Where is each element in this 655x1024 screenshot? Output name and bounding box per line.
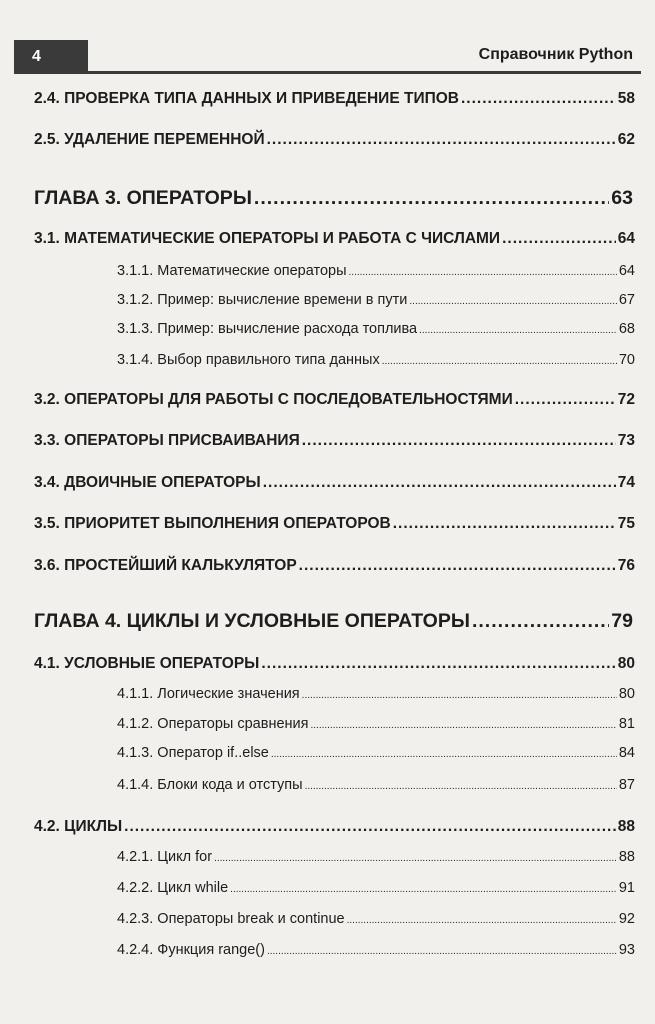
toc-entry-page: 91 <box>618 880 635 896</box>
toc-entry-section <box>34 515 635 533</box>
toc-entry-label: 4.1.4. Блоки кода и отступы <box>117 777 303 793</box>
toc-entry-chapter <box>34 610 633 633</box>
leader-dots <box>310 720 616 731</box>
leader-dots <box>302 690 617 701</box>
toc-entry-label: 4.1. УСЛОВНЫЕ ОПЕРАТОРЫ <box>34 655 260 672</box>
leader-dots <box>305 781 617 792</box>
leader-dots <box>267 131 616 149</box>
toc-entry-page: 93 <box>618 942 635 958</box>
toc-entry-label: 2.4. ПРОВЕРКА ТИПА ДАННЫХ И ПРИВЕДЕНИЕ ТИПОВ <box>34 90 459 107</box>
leader-dots <box>261 655 615 673</box>
leader-dots <box>214 853 617 864</box>
toc-entry-label: 4.2.1. Цикл for <box>117 849 213 865</box>
toc-entry-page: 88 <box>617 818 635 835</box>
leader-dots <box>393 515 616 533</box>
toc-entry-section <box>34 818 635 836</box>
leader-dots <box>124 818 616 836</box>
page-number: 4 <box>14 40 88 74</box>
toc-entry-label: 4.1.2. Операторы сравнения <box>117 716 309 732</box>
toc-entry-page: 64 <box>617 230 635 247</box>
toc-entry-subsection <box>117 777 635 793</box>
toc-entry-label: 4.2.3. Операторы break и continue <box>117 911 345 927</box>
leader-dots <box>472 610 609 633</box>
leader-dots <box>419 325 617 336</box>
leader-dots <box>349 267 617 278</box>
toc-entry-section <box>34 391 635 409</box>
toc-entry-label: 4.2.4. Функция range() <box>117 942 265 958</box>
toc-entry-label: 3.1.4. Выбор правильного типа данных <box>117 352 380 368</box>
toc-entry-label: 3.1.3. Пример: вычисление расхода топлива <box>117 321 418 337</box>
toc-entry-label: 3.2. ОПЕРАТОРЫ ДЛЯ РАБОТЫ С ПОСЛЕДОВАТЕЛЬНОСТЯМИ <box>34 391 513 408</box>
toc-entry-subsection <box>117 321 635 337</box>
toc-entry-label: 3.1. МАТЕМАТИЧЕСКИЕ ОПЕРАТОРЫ И РАБОТА С ЧИСЛАМИ <box>34 230 501 247</box>
leader-dots <box>271 749 617 760</box>
toc-entry-page: 67 <box>618 292 635 308</box>
toc-entry-page: 63 <box>611 187 633 209</box>
toc-entry-subsection <box>117 716 635 732</box>
toc-entry-subsection <box>117 942 635 958</box>
leader-dots <box>267 946 617 957</box>
leader-dots <box>302 432 616 450</box>
toc-entry-label: 4.1.3. Оператор if..else <box>117 745 269 761</box>
book-title: Справочник Python <box>478 46 633 63</box>
toc-entry-subsection <box>117 880 635 896</box>
toc-entry-page: 70 <box>618 352 635 368</box>
toc-entry-page: 88 <box>618 849 635 865</box>
toc-entry-section <box>34 131 635 149</box>
toc-entry-subsection <box>117 263 635 279</box>
leader-dots <box>515 391 616 409</box>
leader-dots <box>254 187 609 210</box>
toc-entry-subsection <box>117 911 635 927</box>
toc-entry-page: 80 <box>618 686 635 702</box>
toc-entry-label: 4.2. ЦИКЛЫ <box>34 818 123 835</box>
toc-entry-section <box>34 90 635 108</box>
leader-dots <box>347 915 617 926</box>
toc-entry-subsection <box>117 292 635 308</box>
toc-entry-page: 87 <box>618 777 635 793</box>
leader-dots <box>409 296 616 307</box>
toc-entry-page: 73 <box>617 432 635 449</box>
leader-dots <box>502 230 616 248</box>
toc-entry-section <box>34 432 635 450</box>
toc-entry-label: 4.2.2. Цикл while <box>117 880 229 896</box>
toc-entry-label: 2.5. УДАЛЕНИЕ ПЕРЕМЕННОЙ <box>34 131 265 148</box>
toc-entry-section <box>34 655 635 673</box>
toc-entry-subsection <box>117 352 635 368</box>
leader-dots <box>299 557 616 575</box>
toc-entry-section <box>34 557 635 575</box>
leader-dots <box>263 474 616 492</box>
toc-entry-chapter <box>34 187 633 210</box>
toc-entry-page: 79 <box>611 610 633 632</box>
toc-entry-label: 4.1.1. Логические значения <box>117 686 300 702</box>
toc-entry-page: 72 <box>617 391 635 408</box>
leader-dots <box>461 90 616 108</box>
toc-entry-section <box>34 230 635 248</box>
toc-entry-label: 3.1.1. Математические операторы <box>117 263 347 279</box>
toc-entry-page: 62 <box>617 131 635 148</box>
toc-entry-label: ГЛАВА 3. ОПЕРАТОРЫ <box>34 187 252 209</box>
toc-entry-page: 81 <box>618 716 635 732</box>
toc-entry-page: 76 <box>617 557 635 574</box>
toc-entry-label: 3.6. ПРОСТЕЙШИЙ КАЛЬКУЛЯТОР <box>34 557 297 574</box>
toc-entry-subsection <box>117 745 635 761</box>
toc-entry-label: 3.3. ОПЕРАТОРЫ ПРИСВАИВАНИЯ <box>34 432 300 449</box>
toc-entry-subsection <box>117 849 635 865</box>
toc-entry-page: 80 <box>617 655 635 672</box>
toc-entry-section <box>34 474 635 492</box>
toc-entry-page: 74 <box>617 474 635 491</box>
toc-entry-page: 75 <box>617 515 635 532</box>
toc-entry-page: 84 <box>618 745 635 761</box>
toc-entry-page: 68 <box>618 321 635 337</box>
toc-entry-page: 64 <box>618 263 635 279</box>
toc-entry-page: 92 <box>618 911 635 927</box>
toc-entry-label: ГЛАВА 4. ЦИКЛЫ И УСЛОВНЫЕ ОПЕРАТОРЫ <box>34 610 470 632</box>
toc-entry-label: 3.1.2. Пример: вычисление времени в пути <box>117 292 408 308</box>
toc-entry-subsection <box>117 686 635 702</box>
toc-entry-label: 3.4. ДВОИЧНЫЕ ОПЕРАТОРЫ <box>34 474 261 491</box>
toc-entry-page: 58 <box>617 90 635 107</box>
leader-dots <box>230 884 617 895</box>
leader-dots <box>382 356 617 367</box>
toc-entry-label: 3.5. ПРИОРИТЕТ ВЫПОЛНЕНИЯ ОПЕРАТОРОВ <box>34 515 391 532</box>
